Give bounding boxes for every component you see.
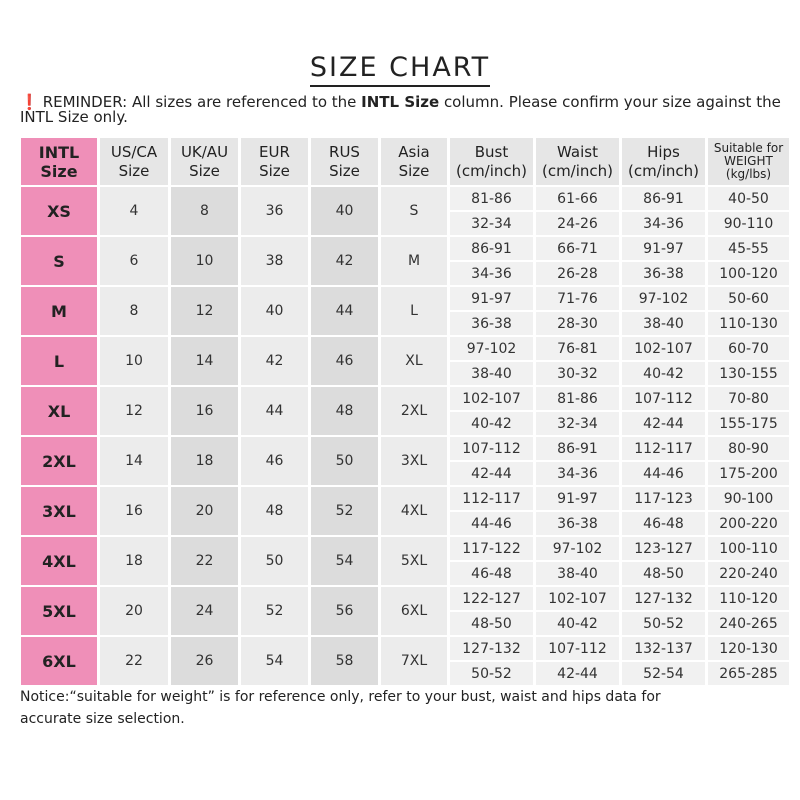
- column-header: [381, 138, 447, 185]
- hips-cell-inch: 46-48: [622, 512, 705, 535]
- rus-size-cell: 58: [311, 637, 378, 685]
- column-header: [241, 138, 308, 185]
- uk-au-size-cell: 26: [171, 637, 238, 685]
- intl-size-cell: 4XL: [21, 537, 97, 585]
- waist-cell-inch: 34-36: [536, 462, 619, 485]
- waist-cell-inch: 24-26: [536, 212, 619, 235]
- asia-size-cell: XL: [381, 337, 447, 385]
- waist-cell-cm: 71-76: [536, 287, 619, 310]
- weight-cell-inch: 240-265: [708, 612, 789, 635]
- weight-cell-cm: 40-50: [708, 187, 789, 210]
- bust-cell-inch: 44-46: [450, 512, 533, 535]
- column-header-line: US/CA: [110, 142, 158, 161]
- rus-size-cell: 50: [311, 437, 378, 485]
- column-header-line: Size: [118, 161, 150, 180]
- hips-cell-cm: 132-137: [622, 637, 705, 660]
- intl-size-cell: 5XL: [21, 587, 97, 635]
- column-header-line: EUR: [259, 142, 290, 161]
- hips-cell-cm: 123-127: [622, 537, 705, 560]
- eur-size-cell: 42: [241, 337, 308, 385]
- column-header-line: (cm/inch): [455, 161, 528, 180]
- waist-cell-cm: 76-81: [536, 337, 619, 360]
- bust-cell-cm: 81-86: [450, 187, 533, 210]
- bust-cell-cm: 86-91: [450, 237, 533, 260]
- column-header-line: (cm/inch): [541, 161, 614, 180]
- size-chart-table: [18, 136, 792, 687]
- uk-au-size-cell: 24: [171, 587, 238, 635]
- us-ca-size-cell: 16: [100, 487, 168, 535]
- waist-cell-inch: 42-44: [536, 662, 619, 685]
- eur-size-cell: 36: [241, 187, 308, 235]
- hips-cell-cm: 86-91: [622, 187, 705, 210]
- weight-cell-cm: 100-110: [708, 537, 789, 560]
- column-header-line: Suitable for: [713, 141, 784, 155]
- hips-cell-inch: 44-46: [622, 462, 705, 485]
- waist-cell-cm: 97-102: [536, 537, 619, 560]
- column-header-line: RUS: [329, 142, 360, 161]
- rus-size-cell: 52: [311, 487, 378, 535]
- hips-cell-inch: 34-36: [622, 212, 705, 235]
- column-header-line: INTL: [38, 142, 80, 162]
- eur-size-cell: 48: [241, 487, 308, 535]
- hips-cell-inch: 52-54: [622, 662, 705, 685]
- eur-size-cell: 40: [241, 287, 308, 335]
- table-row: [21, 387, 789, 410]
- weight-cell-cm: 80-90: [708, 437, 789, 460]
- column-header: [450, 138, 533, 185]
- weight-cell-inch: 90-110: [708, 212, 789, 235]
- weight-cell-cm: 110-120: [708, 587, 789, 610]
- waist-cell-cm: 61-66: [536, 187, 619, 210]
- rus-size-cell: 54: [311, 537, 378, 585]
- column-header-line: WEIGHT: [724, 154, 773, 168]
- weight-cell-inch: 175-200: [708, 462, 789, 485]
- waist-cell-cm: 107-112: [536, 637, 619, 660]
- hips-cell-cm: 107-112: [622, 387, 705, 410]
- rus-size-cell: 48: [311, 387, 378, 435]
- uk-au-size-cell: 16: [171, 387, 238, 435]
- hips-cell-inch: 48-50: [622, 562, 705, 585]
- intl-size-cell: XS: [21, 187, 97, 235]
- uk-au-size-cell: 8: [171, 187, 238, 235]
- column-header-line: Size: [259, 161, 290, 180]
- bust-cell-cm: 91-97: [450, 287, 533, 310]
- uk-au-size-cell: 12: [171, 287, 238, 335]
- page-title: SIZE CHART: [0, 52, 800, 83]
- us-ca-size-cell: 22: [100, 637, 168, 685]
- rus-size-cell: 46: [311, 337, 378, 385]
- uk-au-size-cell: 18: [171, 437, 238, 485]
- column-header-line: Asia: [398, 142, 430, 161]
- table-row: [21, 187, 789, 210]
- intl-size-cell: 2XL: [21, 437, 97, 485]
- rus-size-cell: 56: [311, 587, 378, 635]
- eur-size-cell: 52: [241, 587, 308, 635]
- waist-cell-inch: 38-40: [536, 562, 619, 585]
- uk-au-size-cell: 14: [171, 337, 238, 385]
- table-row: [21, 537, 789, 560]
- bust-cell-cm: 107-112: [450, 437, 533, 460]
- table-row: [21, 637, 789, 660]
- asia-size-cell: 2XL: [381, 387, 447, 435]
- waist-cell-inch: 32-34: [536, 412, 619, 435]
- table-row: [21, 237, 789, 260]
- reminder-text: [20, 95, 790, 125]
- us-ca-size-cell: 12: [100, 387, 168, 435]
- column-header-line: UK/AU: [180, 142, 229, 161]
- us-ca-size-cell: 10: [100, 337, 168, 385]
- hips-cell-cm: 127-132: [622, 587, 705, 610]
- hips-cell-cm: 97-102: [622, 287, 705, 310]
- bust-cell-cm: 112-117: [450, 487, 533, 510]
- hips-cell-cm: 112-117: [622, 437, 705, 460]
- weight-cell-inch: 130-155: [708, 362, 789, 385]
- uk-au-size-cell: 10: [171, 237, 238, 285]
- weight-cell-inch: 100-120: [708, 262, 789, 285]
- table-row: [21, 487, 789, 510]
- asia-size-cell: 4XL: [381, 487, 447, 535]
- hips-cell-cm: 117-123: [622, 487, 705, 510]
- column-header: [622, 138, 705, 185]
- intl-size-cell: 3XL: [21, 487, 97, 535]
- waist-cell-cm: 86-91: [536, 437, 619, 460]
- intl-size-cell: M: [21, 287, 97, 335]
- bust-cell-inch: 34-36: [450, 262, 533, 285]
- eur-size-cell: 44: [241, 387, 308, 435]
- weight-cell-cm: 120-130: [708, 637, 789, 660]
- column-header-line: Size: [398, 161, 430, 180]
- bust-cell-inch: 50-52: [450, 662, 533, 685]
- bust-cell-inch: 42-44: [450, 462, 533, 485]
- intl-size-cell: S: [21, 237, 97, 285]
- notice-text: Notice:“suitable for weight” is for reference only, refer to your bust, waist and hips data for accurate size selection.: [20, 689, 661, 727]
- column-header: [536, 138, 619, 185]
- hips-cell-inch: 42-44: [622, 412, 705, 435]
- column-header-line: (cm/inch): [627, 161, 700, 180]
- bust-cell-cm: 127-132: [450, 637, 533, 660]
- column-header-line: (kg/lbs): [725, 167, 772, 181]
- column-header: [311, 138, 378, 185]
- uk-au-size-cell: 22: [171, 537, 238, 585]
- header-row: [21, 138, 789, 185]
- intl-size-cell: 6XL: [21, 637, 97, 685]
- waist-cell-cm: 66-71: [536, 237, 619, 260]
- exclamation-icon: ❗: [20, 93, 39, 111]
- column-header-line: Size: [40, 161, 78, 181]
- column-header: [708, 138, 789, 185]
- asia-size-cell: M: [381, 237, 447, 285]
- asia-size-cell: 5XL: [381, 537, 447, 585]
- weight-cell-inch: 200-220: [708, 512, 789, 535]
- asia-size-cell: 6XL: [381, 587, 447, 635]
- column-header-line: Bust: [474, 142, 509, 161]
- rus-size-cell: 40: [311, 187, 378, 235]
- column-header: [21, 138, 97, 185]
- table-row: [21, 587, 789, 610]
- rus-size-cell: 44: [311, 287, 378, 335]
- eur-size-cell: 54: [241, 637, 308, 685]
- eur-size-cell: 46: [241, 437, 308, 485]
- waist-cell-inch: 30-32: [536, 362, 619, 385]
- bust-cell-inch: 46-48: [450, 562, 533, 585]
- asia-size-cell: S: [381, 187, 447, 235]
- hips-cell-cm: 91-97: [622, 237, 705, 260]
- waist-cell-inch: 28-30: [536, 312, 619, 335]
- weight-cell-cm: 45-55: [708, 237, 789, 260]
- us-ca-size-cell: 14: [100, 437, 168, 485]
- weight-cell-cm: 60-70: [708, 337, 789, 360]
- weight-cell-cm: 90-100: [708, 487, 789, 510]
- reminder-after: column. Please confirm your size against the INTL Size only.: [20, 93, 781, 126]
- column-header-line: Waist: [557, 142, 598, 161]
- table-row: [21, 287, 789, 310]
- weight-cell-inch: 155-175: [708, 412, 789, 435]
- reminder-before: REMINDER: All sizes are referenced to the: [42, 93, 362, 111]
- us-ca-size-cell: 20: [100, 587, 168, 635]
- bust-cell-cm: 102-107: [450, 387, 533, 410]
- column-header-line: Size: [189, 161, 220, 180]
- waist-cell-cm: 102-107: [536, 587, 619, 610]
- hips-cell-cm: 102-107: [622, 337, 705, 360]
- weight-cell-inch: 220-240: [708, 562, 789, 585]
- us-ca-size-cell: 6: [100, 237, 168, 285]
- weight-cell-inch: 110-130: [708, 312, 789, 335]
- reminder-bold: INTL Size: [361, 93, 440, 111]
- bust-cell-inch: 32-34: [450, 212, 533, 235]
- table-row: [21, 437, 789, 460]
- rus-size-cell: 42: [311, 237, 378, 285]
- bust-cell-cm: 117-122: [450, 537, 533, 560]
- hips-cell-inch: 40-42: [622, 362, 705, 385]
- intl-size-cell: L: [21, 337, 97, 385]
- waist-cell-cm: 81-86: [536, 387, 619, 410]
- bust-cell-inch: 48-50: [450, 612, 533, 635]
- bust-cell-inch: 38-40: [450, 362, 533, 385]
- us-ca-size-cell: 18: [100, 537, 168, 585]
- hips-cell-inch: 36-38: [622, 262, 705, 285]
- waist-cell-cm: 91-97: [536, 487, 619, 510]
- weight-cell-cm: 70-80: [708, 387, 789, 410]
- us-ca-size-cell: 4: [100, 187, 168, 235]
- column-header-line: Size: [329, 161, 360, 180]
- column-header: [171, 138, 238, 185]
- eur-size-cell: 50: [241, 537, 308, 585]
- asia-size-cell: L: [381, 287, 447, 335]
- bust-cell-cm: 122-127: [450, 587, 533, 610]
- weight-cell-cm: 50-60: [708, 287, 789, 310]
- bust-cell-inch: 36-38: [450, 312, 533, 335]
- hips-cell-inch: 50-52: [622, 612, 705, 635]
- waist-cell-inch: 40-42: [536, 612, 619, 635]
- table-body: [21, 187, 789, 685]
- weight-cell-inch: 265-285: [708, 662, 789, 685]
- column-header: [100, 138, 168, 185]
- hips-cell-inch: 38-40: [622, 312, 705, 335]
- uk-au-size-cell: 20: [171, 487, 238, 535]
- waist-cell-inch: 36-38: [536, 512, 619, 535]
- bust-cell-cm: 97-102: [450, 337, 533, 360]
- waist-cell-inch: 26-28: [536, 262, 619, 285]
- intl-size-cell: XL: [21, 387, 97, 435]
- asia-size-cell: 7XL: [381, 637, 447, 685]
- asia-size-cell: 3XL: [381, 437, 447, 485]
- table-row: [21, 337, 789, 360]
- us-ca-size-cell: 8: [100, 287, 168, 335]
- bust-cell-inch: 40-42: [450, 412, 533, 435]
- eur-size-cell: 38: [241, 237, 308, 285]
- column-header-line: Hips: [647, 142, 680, 161]
